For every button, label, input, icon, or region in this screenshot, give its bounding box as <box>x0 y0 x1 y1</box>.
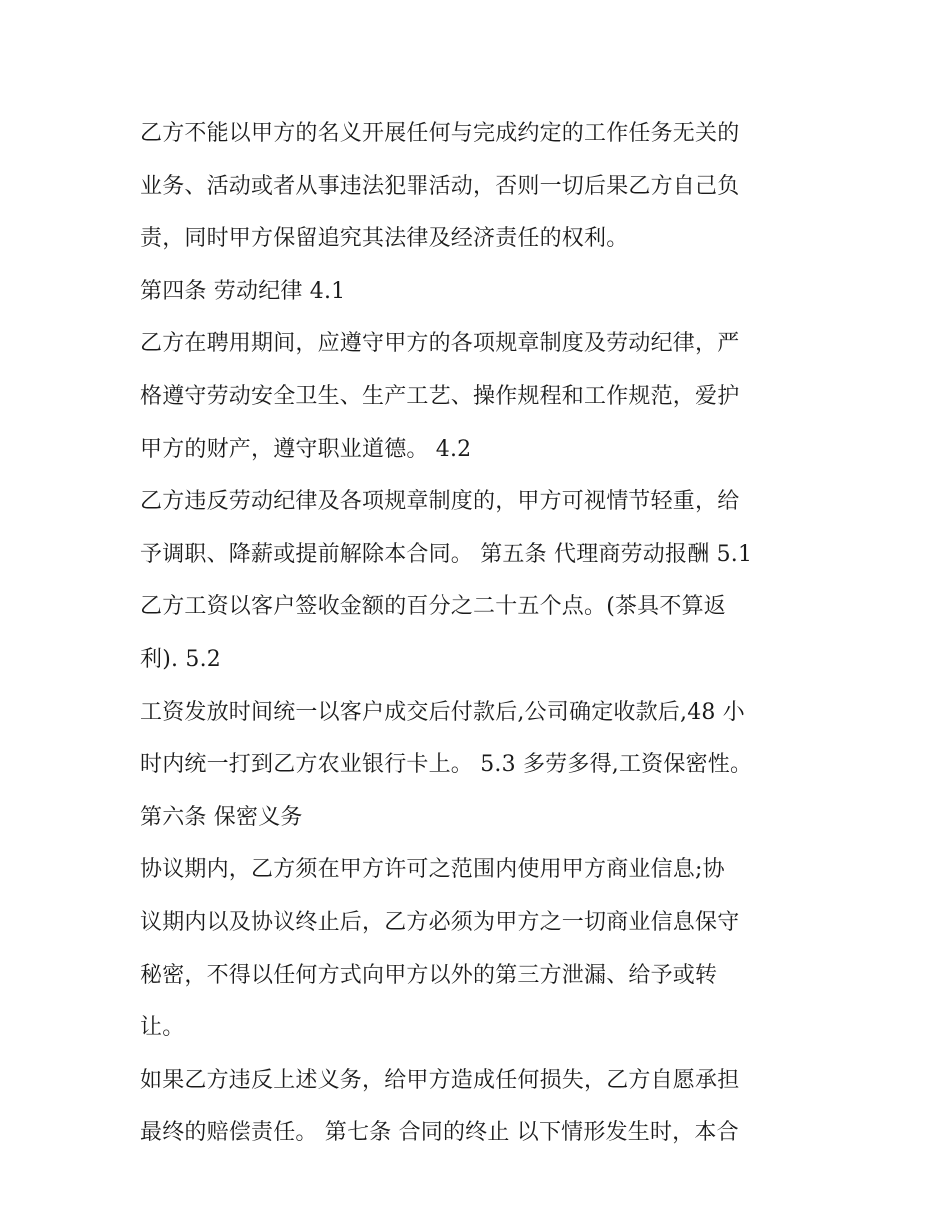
text-line: 秘密，不得以任何方式向甲方以外的第三方泄漏、给予或转 <box>140 962 718 988</box>
text-line: 乙方工资以客户签收金额的百分之二十五个点。(茶具不算返 <box>140 594 726 620</box>
text-line: 予调职、降薪或提前解除本合同。 第五条 代理商劳动报酬 5.1 <box>140 541 753 567</box>
text-line: 时内统一打到乙方农业银行卡上。 5.3 多劳多得,工资保密性。 <box>140 752 753 778</box>
text-line: 乙方违反劳动纪律及各项规章制度的，甲方可视情节轻重，给 <box>140 489 740 515</box>
text-line: 乙方在聘用期间，应遵守甲方的各项规章制度及劳动纪律，严 <box>140 331 740 357</box>
section-heading-article-6: 第六条 保密义务 <box>140 804 303 830</box>
text-line: 协议期内，乙方须在甲方许可之范围内使用甲方商业信息;协 <box>140 857 725 883</box>
section-heading-article-4: 第四条 劳动纪律 4.1 <box>140 278 346 304</box>
text-line: 格遵守劳动安全卫生、生产工艺、操作规程和工作规范，爱护 <box>140 383 740 409</box>
document-body <box>140 108 816 1160</box>
text-line: 业务、活动或者从事违法犯罪活动，否则一切后果乙方自己负 <box>140 173 740 199</box>
text-line: 工资发放时间统一以客户成交后付款后,公司确定收款后,48 小 <box>140 699 745 725</box>
text-line: 最终的赔偿责任。 第七条 合同的终止 以下情形发生时，本合 <box>140 1120 739 1146</box>
text-line: 议期内以及协议终止后，乙方必须为甲方之一切商业信息保守 <box>140 909 740 935</box>
text-line: 甲方的财产，遵守职业道德。 4.2 <box>140 436 472 462</box>
text-line: 利). 5.2 <box>140 646 221 672</box>
text-line: 让。 <box>140 1015 185 1041</box>
text-line: 如果乙方违反上述义务，给甲方造成任何损失，乙方自愿承担 <box>140 1067 740 1093</box>
text-line: 乙方不能以甲方的名义开展任何与完成约定的工作任务无关的 <box>140 121 740 146</box>
text-line: 责，同时甲方保留追究其法律及经济责任的权利。 <box>140 226 629 252</box>
